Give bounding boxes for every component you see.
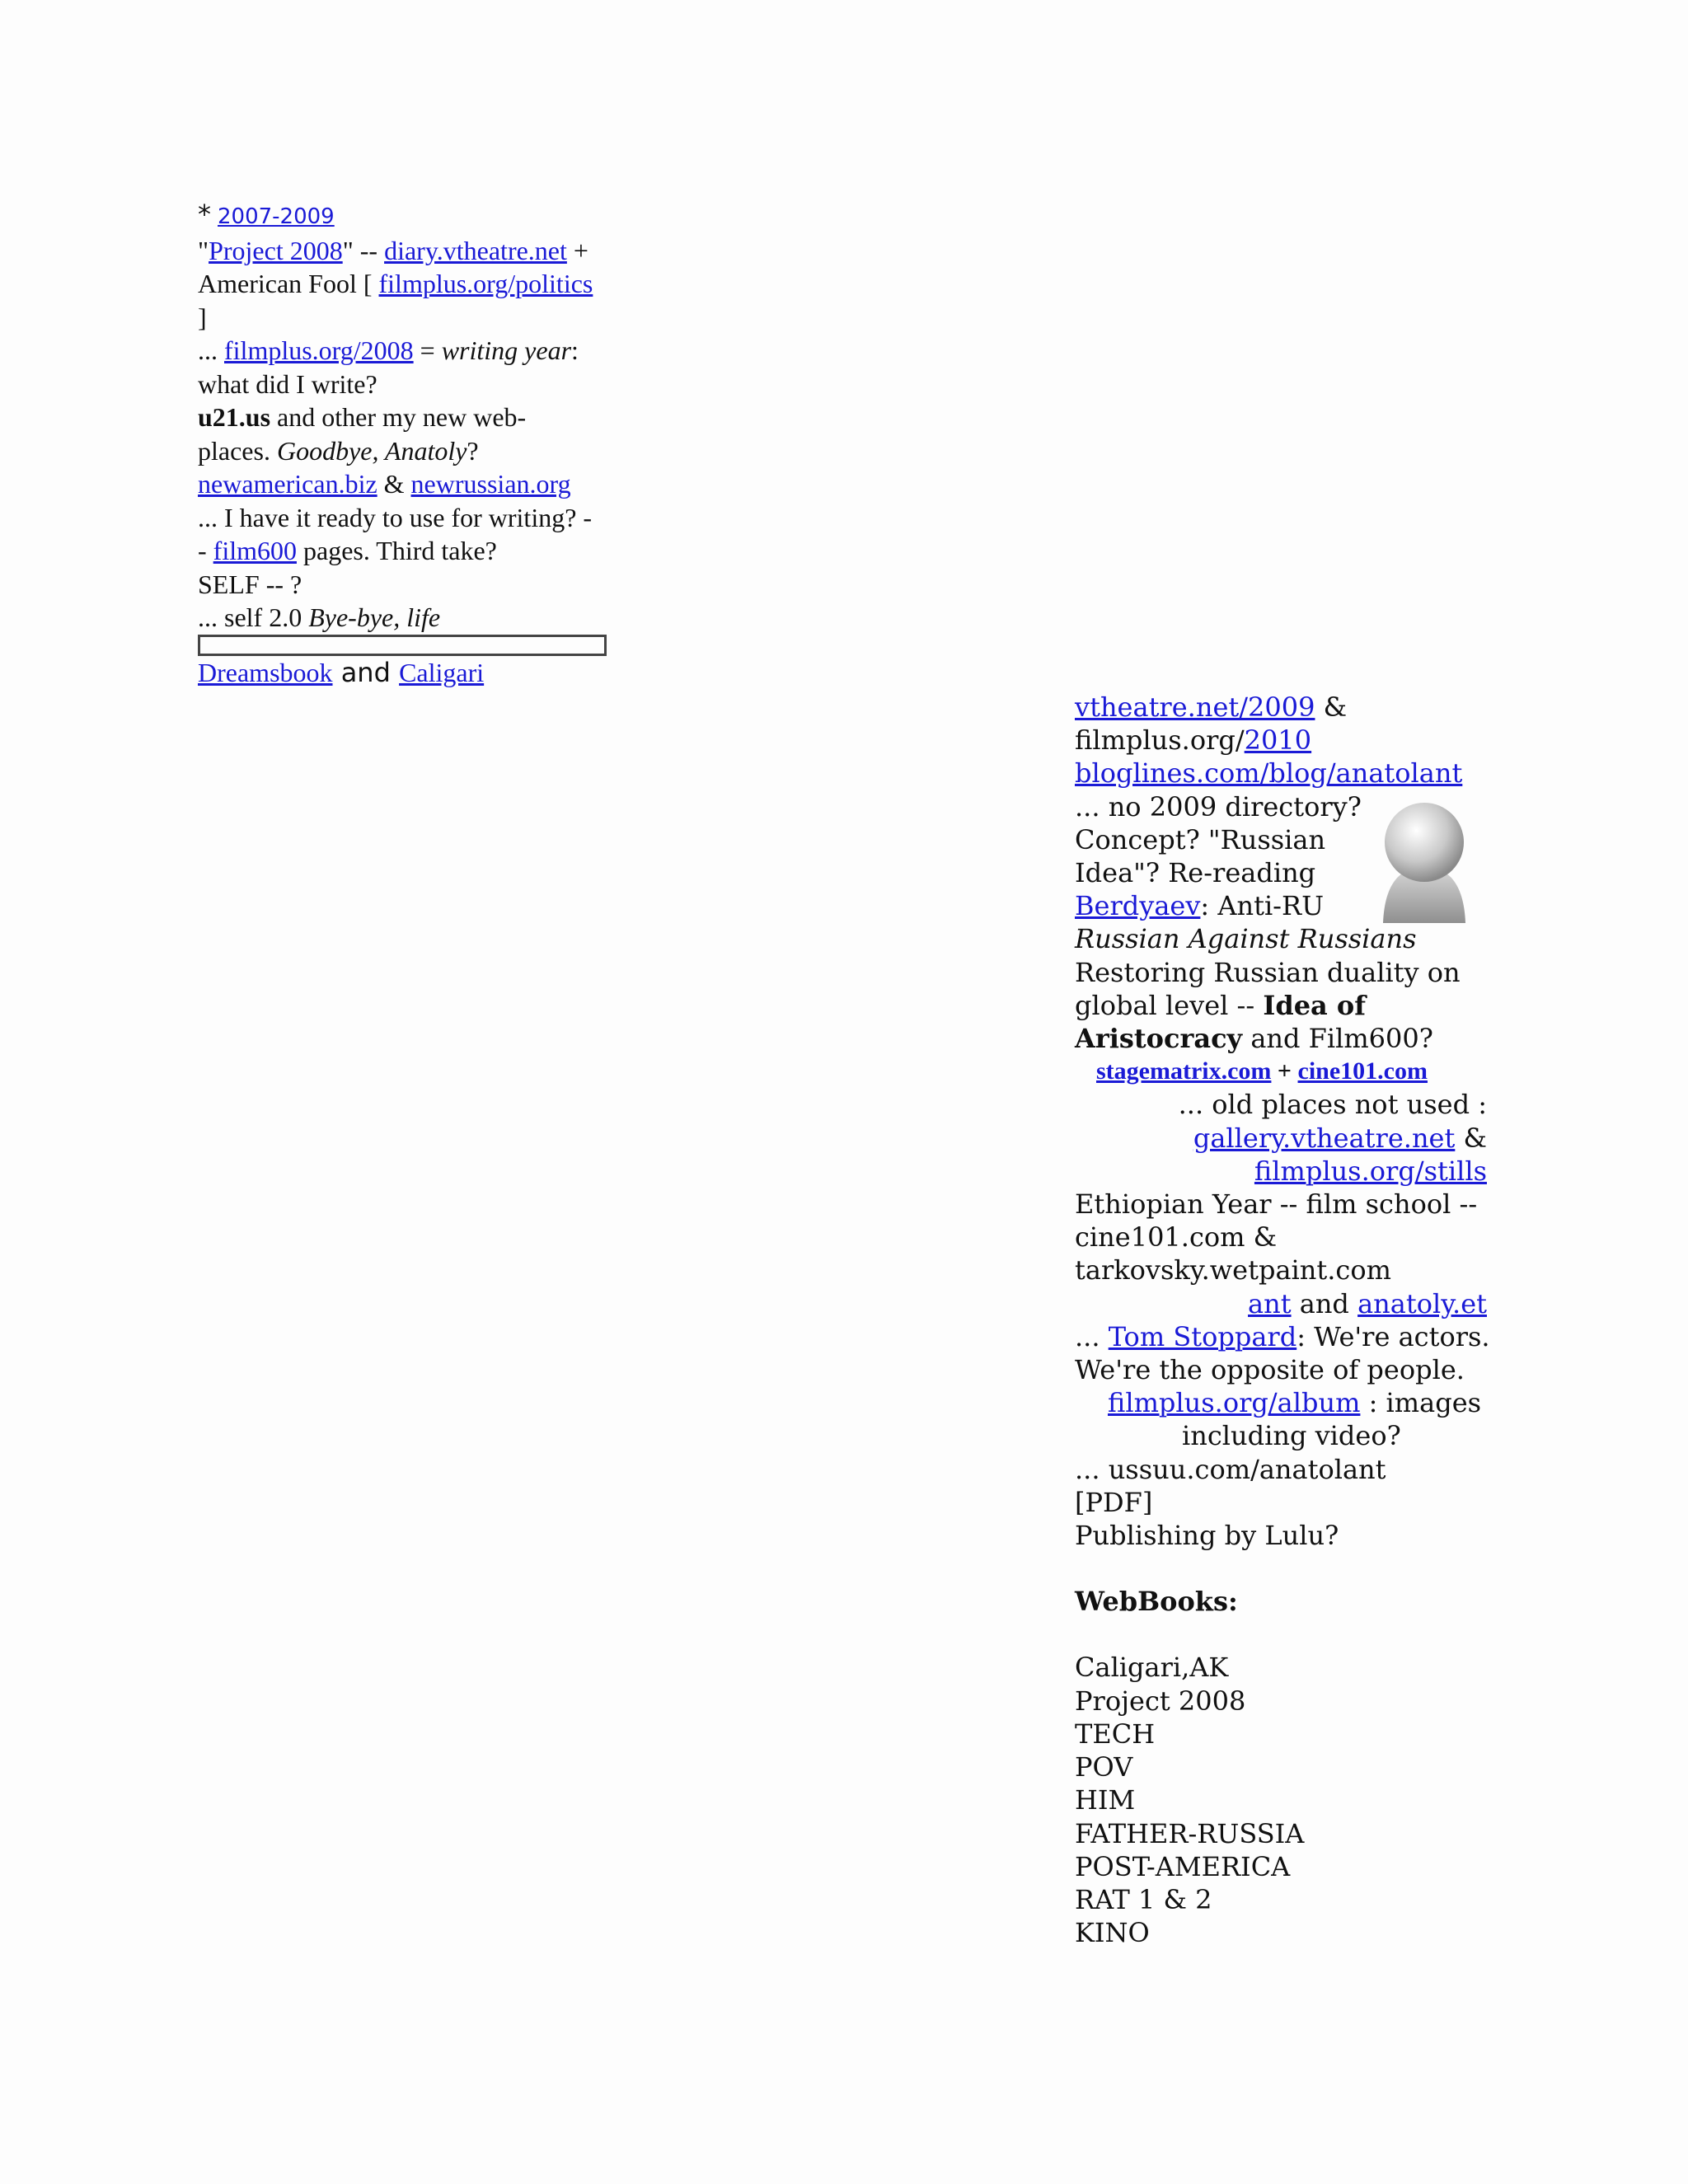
divider-box [198,635,607,656]
what-did-i-write: what did I write? [198,368,377,399]
webbooks-heading: WebBooks: [1075,1586,1238,1618]
writing-year-text: writing year [441,335,572,365]
webbook-item: RAT 1 & 2 [1075,1883,1212,1915]
and-text: and [1291,1287,1358,1319]
r10-line [1075,989,1503,1022]
film600-text: and Film600? [1242,1023,1433,1055]
bracket-line: ] [198,302,207,332]
r11-line [1075,1022,1503,1055]
filmplus-2008-link[interactable]: filmplus.org/2008 [224,335,414,365]
album-link[interactable]: filmplus.org/album [1108,1387,1361,1419]
newamerican-link[interactable]: newamerican.biz [198,469,377,499]
r13-line: ... old places not used : [1178,1089,1487,1121]
r1-line [1075,691,1503,724]
r25-line: [PDF] [1075,1486,1153,1518]
plus-text: + [1271,1057,1298,1085]
years-line [198,198,626,234]
r4-line: ... no 2009 directory? [1075,790,1362,823]
years-link[interactable]: 2007-2009 [218,204,335,229]
idea-of-bold: Idea of [1263,989,1367,1021]
writing-year-line [198,334,626,368]
r2-line [1075,724,1503,757]
ant-link[interactable]: ant [1248,1287,1292,1319]
ampersand: & [1455,1122,1487,1154]
r26-line: Publishing by Lulu? [1075,1520,1339,1552]
r14-line [1075,1122,1487,1155]
sites-line [198,467,626,501]
bullet-star: * [198,199,211,230]
bye-bye-text: Bye-bye, life [308,602,441,632]
self-line: SELF -- ? [198,569,302,599]
bloglines-link[interactable]: bloglines.com/blog/anatolant [1075,757,1463,790]
berdyaev-link[interactable]: Berdyaev [1075,890,1201,922]
politics-link[interactable]: filmplus.org/politics [378,269,593,298]
r20-line [1075,1320,1503,1353]
dreamsbook-link[interactable]: Dreamsbook [198,657,333,687]
r17-line: cine101.com & [1075,1221,1278,1254]
film600-link[interactable]: film600 [213,536,297,565]
r8-line [1075,922,1503,955]
cine101-link[interactable]: cine101.com [1297,1057,1428,1085]
global-level-text: global level -- [1075,989,1264,1021]
webbook-item: FATHER-RUSSIA [1075,1817,1305,1849]
webbook-item: TECH [1075,1718,1156,1750]
ellipsis: ... [1075,1320,1109,1352]
r9-line: Restoring Russian duality on [1075,956,1461,988]
webbook-item: Project 2008 [1075,1685,1246,1717]
vtheatre-2009-link[interactable]: vtheatre.net/2009 [1075,691,1315,723]
right-column [1075,691,1503,1949]
r3-line [1075,757,1503,790]
film600-line [198,534,626,568]
american-fool-text: American Fool [ [198,269,379,298]
russian-against-text: Russian Against Russians [1075,923,1417,955]
r19-line [1075,1287,1487,1320]
ellipsis: ... [198,335,224,365]
self-2-line [198,601,626,635]
goodbye-text: Goodbye, Anatoly [276,435,467,466]
places-text: places. [198,435,277,466]
ampersand: & [1315,691,1348,723]
u21-bold: u21.us [198,402,271,432]
stills-link[interactable]: filmplus.org/stills [1254,1155,1487,1187]
third-take-text: pages. Third take? [296,536,497,565]
quote-open: " [198,235,209,265]
images-text: : images [1360,1387,1482,1419]
r12-line [1075,1055,1503,1088]
r23-line: including video? [1182,1420,1401,1452]
gallery-link[interactable]: gallery.vtheatre.net [1193,1122,1456,1154]
anti-ru-text: : Anti-RU [1200,890,1325,922]
question-mark: ? [467,435,479,466]
dreamsbook-line [198,656,626,690]
aristocracy-bold: Aristocracy [1075,1023,1243,1055]
left-column [198,198,626,689]
user-avatar-icon [1376,799,1472,925]
and-text: and [332,656,400,688]
equals-text: = [413,335,442,365]
colon-text: : [571,335,579,365]
caligari-link[interactable]: Caligari [399,657,485,687]
webbook-item: HIM [1075,1784,1136,1816]
filmplus-2010-link[interactable]: 2010 [1244,724,1312,757]
webbook-item: Caligari,AK [1075,1652,1229,1684]
project-line [198,234,626,268]
filmplus-text: filmplus.org/ [1075,724,1245,757]
r6-line: Idea"? Re-reading [1075,857,1316,889]
dash-prefix: - [198,536,213,565]
webbook-item: POV [1075,1751,1133,1783]
u21-line [198,401,626,434]
stagematrix-link[interactable]: stagematrix.com [1096,1057,1272,1085]
u21-text: and other my new web- [270,402,527,432]
webbook-item: POST-AMERICA [1075,1850,1291,1882]
actors-text: : We're actors. [1296,1320,1490,1352]
stoppard-link[interactable]: Tom Stoppard [1108,1320,1297,1352]
r15-line [1075,1155,1487,1188]
self-2-text: ... self 2.0 [198,602,309,632]
project-2008-link[interactable]: Project 2008 [209,235,343,265]
r18-line: tarkovsky.wetpaint.com [1075,1254,1391,1286]
r16-line: Ethiopian Year -- film school -- [1075,1188,1478,1221]
r21-line: We're the opposite of people. [1075,1354,1465,1386]
ampersand: & [377,469,411,499]
newrussian-link[interactable]: newrussian.org [410,469,571,499]
r24-line: ... ussuu.com/anatolant [1075,1453,1386,1485]
quote-dash: " -- [342,235,385,265]
r22-line [1075,1386,1503,1419]
webbooks-list [1075,1651,1503,1949]
diary-link[interactable]: diary.vtheatre.net [384,235,567,265]
american-fool-line [198,267,626,301]
anatoly-et-link[interactable]: anatoly.et [1357,1287,1487,1319]
r5-line: Concept? "Russian [1075,823,1326,855]
plus-text: + [566,235,588,265]
goodbye-line [198,434,626,468]
ready-line: ... I have it ready to use for writing? - [198,502,593,532]
webbook-item: KINO [1075,1917,1150,1949]
